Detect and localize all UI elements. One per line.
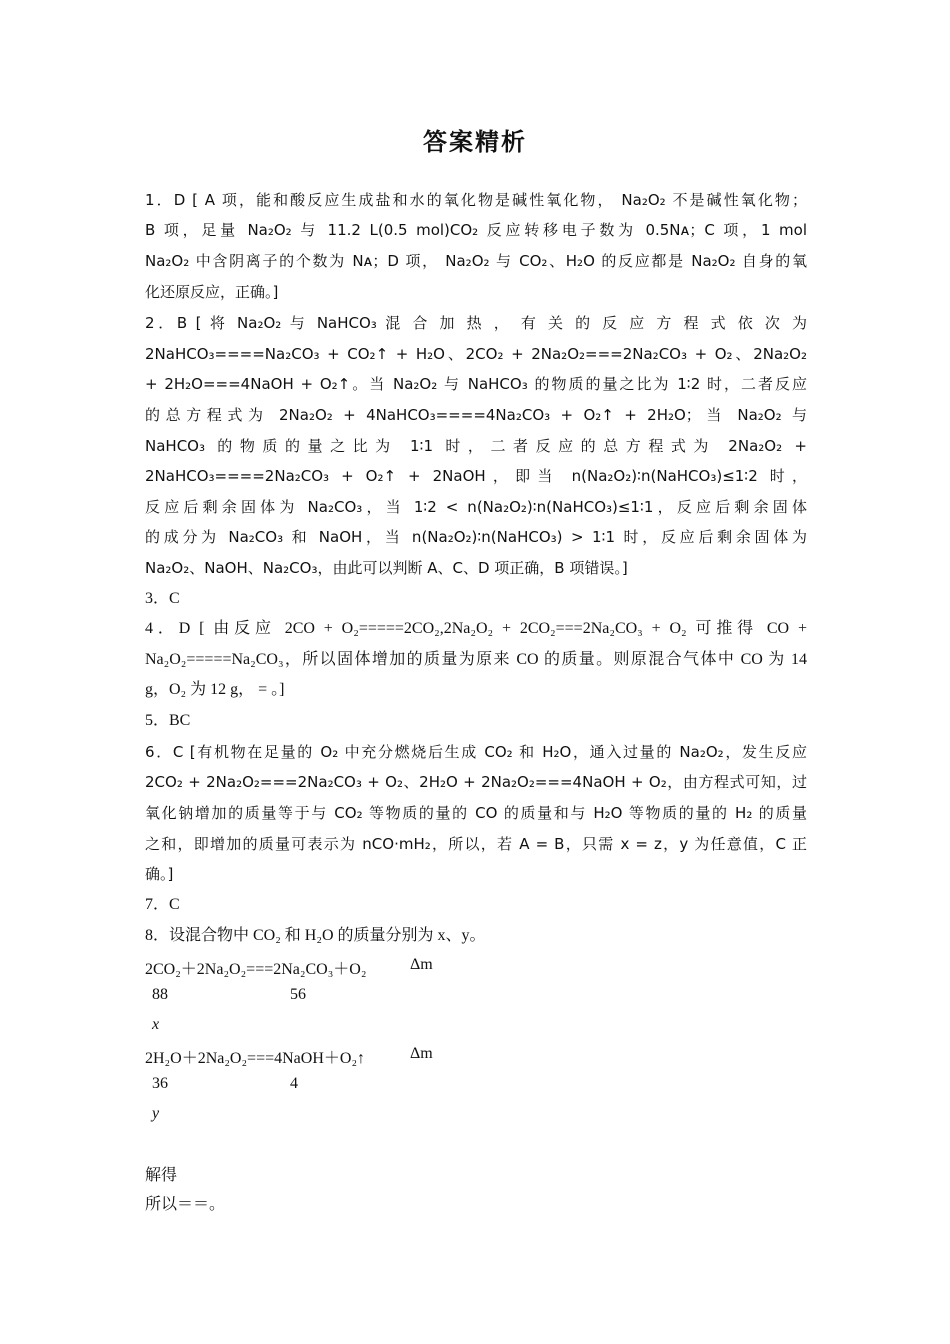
answer-2-line-5: NaHCO₃ 的物质的量之比为 1∶1 时，二者反应的总方程式为 2Na₂O₂ + bbox=[145, 437, 807, 455]
answer-2-line-3: + 2H₂O===4NaOH + O₂↑。当 Na₂O₂ 与 NaHCO₃ 的物质的量之比为 1∶2 时，二者反应 bbox=[145, 375, 807, 393]
answer-6-line-4: 之和，即增加的质量可表示为 nCO·mH₂，所以，若 A = B，只需 x = z，y 为任意值，C 正 bbox=[145, 835, 807, 853]
answer-4-line-2: Na₂O₂=====Na₂CO₃，所以固体增加的质量为原来 CO 的质量。则原混合气体中 CO 为 14 bbox=[145, 651, 807, 668]
answer-3: 3．C bbox=[145, 590, 180, 607]
answer-6-line-1: 6．C [有机物在足量的 O₂ 中充分燃烧后生成 CO₂ 和 H₂O，通入过量的 Na₂O₂，发生反应 bbox=[145, 743, 807, 761]
answer-6-line-3: 氧化钠增加的质量等于与 CO₂ 等物质的量的 CO 的质量和与 H₂O 等物质的量的 H₂ 的质量 bbox=[145, 804, 807, 822]
answer-2-line-2: 2NaHCO₃====Na₂CO₃ + CO₂↑ + H₂O、2CO₂ + 2Na₂O₂===2Na₂CO₃ + O₂、2Na₂O₂ bbox=[145, 345, 807, 363]
delta-m-1: Δm bbox=[410, 956, 433, 973]
answer-2-line-7: 反应后剩余固体为 Na₂CO₃，当 1∶2 < n(Na₂O₂)∶n(NaHCO₃)≤1∶1，反应后剩余固体 bbox=[145, 498, 807, 516]
answer-1-line-3: Na₂O₂ 中含阴离子的个数为 Nᴀ；D 项， Na₂O₂ 与 CO₂、H₂O 的反应都是 Na₂O₂ 自身的氧 bbox=[145, 252, 807, 270]
answer-2-line-4: 的总方程式为 2Na₂O₂ + 4NaHCO₃====4Na₂CO₃ + O₂↑ + 2H₂O；当 Na₂O₂ 与 bbox=[145, 406, 807, 424]
var-x: x bbox=[152, 1016, 160, 1033]
answer-2-line-1: 2．B [ 将 Na₂O₂ 与 NaHCO₃ 混 合 加 热 ， 有 关 的 反 应 方 程 式 依 次 为 bbox=[145, 314, 807, 332]
conclusion: 所以＝＝。 bbox=[145, 1196, 226, 1213]
equation-1: 2CO₂＋2Na₂O₂===2Na₂CO₃＋O₂ bbox=[145, 961, 367, 978]
answer-2-line-8: 的成分为 Na₂CO₃ 和 NaOH，当 n(Na₂O₂)∶n(NaHCO₃) > 1∶1 时，反应后剩余固体为 bbox=[145, 528, 807, 546]
var-y: y bbox=[152, 1105, 160, 1122]
answer-7: 7．C bbox=[145, 896, 180, 913]
solve-label: 解得 bbox=[145, 1167, 178, 1184]
mass-co2: 88 bbox=[152, 986, 168, 1003]
page-title: 答案精析 bbox=[423, 128, 527, 156]
answer-2-line-9: Na₂O₂、NaOH、Na₂CO₃，由此可以判断 A、C、D 项正确，B 项错误。] bbox=[145, 559, 628, 577]
delta-m-2: Δm bbox=[410, 1045, 433, 1062]
equation-2: 2H₂O＋2Na₂O₂===4NaOH＋O₂↑ bbox=[145, 1050, 366, 1067]
answer-2-line-6: 2NaHCO₃====2Na₂CO₃ + O₂↑ + 2NaOH，即当 n(Na₂O₂)∶n(NaHCO₃)≤1∶2 时， bbox=[145, 467, 807, 485]
answer-1-line-1: 1．D [ A 项，能和酸反应生成盐和水的氧化物是碱性氧化物， Na₂O₂ 不是碱性氧化物； bbox=[145, 191, 807, 209]
mass-change-1: 56 bbox=[290, 986, 306, 1003]
answer-5: 5．BC bbox=[145, 712, 191, 729]
answer-6-line-2: 2CO₂ + 2Na₂O₂===2Na₂CO₃ + O₂、2H₂O + 2Na₂O₂===4NaOH + O₂，由方程式可知，过 bbox=[145, 773, 807, 791]
answer-1-line-4: 化还原反应，正确。] bbox=[145, 283, 279, 301]
mass-h2o: 36 bbox=[152, 1075, 168, 1092]
answer-8-intro: 8．设混合物中 CO₂ 和 H₂O 的质量分别为 x、y。 bbox=[145, 927, 486, 944]
answer-1-line-2: B 项，足量 Na₂O₂ 与 11.2 L(0.5 mol)CO₂ 反应转移电子数为 0.5Nᴀ；C 项，1 mol bbox=[145, 221, 807, 239]
answer-4-line-1: 4．D [ 由反应 2CO + O₂=====2CO₂,2Na₂O₂ + 2CO₂===2Na₂CO₃ + O₂ 可推得 CO + bbox=[145, 620, 807, 637]
answer-6-line-5: 确。] bbox=[145, 865, 174, 883]
mass-change-2: 4 bbox=[290, 1075, 298, 1092]
answer-4-line-3: g，O₂ 为 12 g， = 。] bbox=[145, 681, 285, 698]
